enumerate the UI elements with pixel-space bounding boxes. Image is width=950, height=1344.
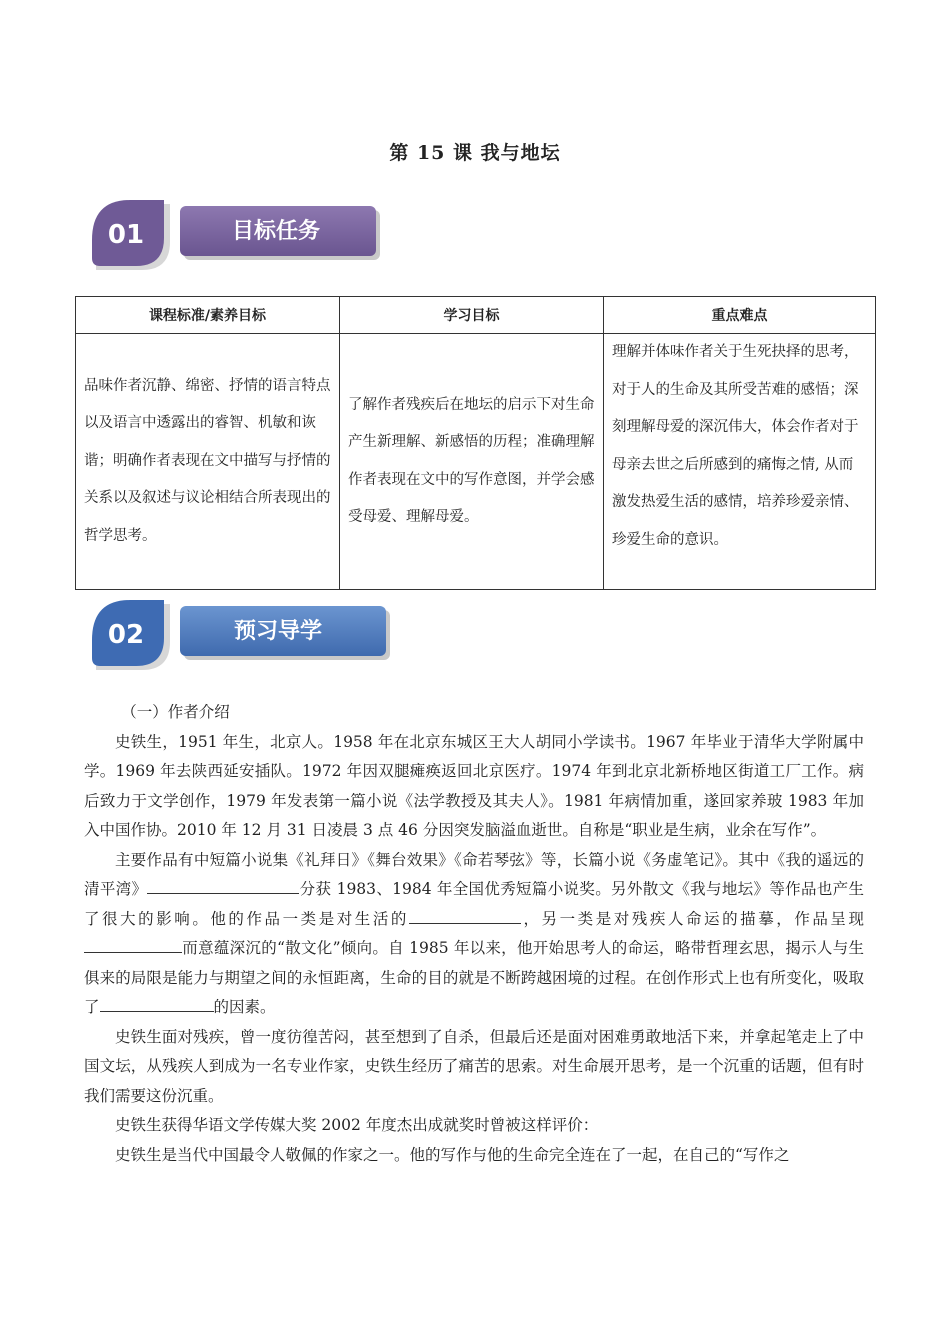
section-badge-preview — [92, 600, 402, 670]
table-header-row — [76, 297, 876, 334]
section-badge-goals — [92, 200, 402, 270]
fill-blank[interactable] — [84, 935, 182, 953]
table-header: 重点难点 — [604, 297, 876, 334]
section-number: 01 — [107, 220, 145, 250]
section-label: 预习导学 — [234, 619, 323, 644]
paragraph: 史铁生获得华语文学传媒大奖 2002 年度杰出成就奖时曾被这样评价： — [115, 1116, 599, 1134]
fill-blank[interactable] — [147, 876, 299, 894]
paragraph: 史铁生面对残疾，曾一度彷徨苦闷，甚至想到了自杀，但最后还是面对困难勇敢地活下来，并拿起笔走上了中国文坛，从残疾人到成为一名专业作家，史铁生经历了痛苦的思索。对生命展开思考，是一个沉重的话题，但有时我们需要这份沉重。 — [84, 1027, 864, 1105]
table-header: 学习目标 — [340, 297, 604, 334]
subsection-heading: （一）作者介绍 — [121, 703, 230, 721]
fill-blank[interactable] — [100, 994, 214, 1012]
author-intro — [84, 698, 864, 1170]
goals-table — [75, 296, 876, 590]
table-row — [76, 334, 876, 590]
paragraph: 史铁生是当代中国最令人敬佩的作家之一。他的写作与他的生命完全连在了一起，在自己的“写作之 — [115, 1145, 790, 1164]
table-cell: 品味作者沉静、绵密、抒情的语言特点以及语言中透露出的睿智、机敏和诙谐；明确作者表现在文中描写与抒情的关系以及叙述与议论相结合所表现出的哲学思考。 — [76, 334, 340, 590]
section-number: 02 — [107, 620, 145, 650]
section-label: 目标任务 — [232, 219, 321, 244]
paragraph: 主要作品有中短篇小说集《礼拜日》《舞台效果》《命若琴弦》等，长篇小说《务虚笔记》。其中《我的遥远的清平湾》 分获 1983、1984 年全国优秀短篇小说奖。另外散文《我与地坛》等作品也产生了很大的影响。他的作品一类是对生活的 ，另一类是对残疾人命运的描摹，作品呈现 而意蕴深沉的“散文化”倾向。自 1985 年以来，他开始思考人的命运，略带哲理玄思，揭示人与生俱来的局限是能力与期望之间的永恒距离，生命的目的就是不断跨越困境的过程。在创作形式上也有所变化，吸取了 的因素。 — [84, 850, 864, 1016]
table-header: 课程标准/素养目标 — [76, 297, 340, 334]
table-cell: 理解并体味作者关于生死抉择的思考，对于人的生命及其所受苦难的感悟；深刻理解母爱的深沉伟大，体会作者对于母亲去世之后所感到的痛悔之情, 从而激发热爱生活的感情，培养珍爱亲情、珍爱生命的意识。 — [604, 334, 876, 590]
paragraph: 史铁生，1951 年生，北京人。1958 年在北京东城区王大人胡同小学读书。1967 年毕业于清华大学附属中学。1969 年去陕西延安插队。1972 年因双腿瘫痪返回北京医疗。1974 年到北京北新桥地区街道工厂工作。病后致力于文学创作，1979 年发表第一篇小说《法学教授及其夫人》。1981 年病情加重，遂回家养玻 1983 年加入中国作协。2010 年 12 月 31 日凌晨 3 点 46 分因突发脑溢血逝世。自称是“职业是生病，业余在写作”。 — [84, 732, 864, 839]
fill-blank[interactable] — [409, 905, 521, 923]
page-title: 第 15 课 我与地坛 — [389, 142, 561, 164]
table-cell: 了解作者残疾后在地坛的启示下对生命产生新理解、新感悟的历程；准确理解作者表现在文中的写作意图，并学会感受母爱、理解母爱。 — [340, 334, 604, 590]
